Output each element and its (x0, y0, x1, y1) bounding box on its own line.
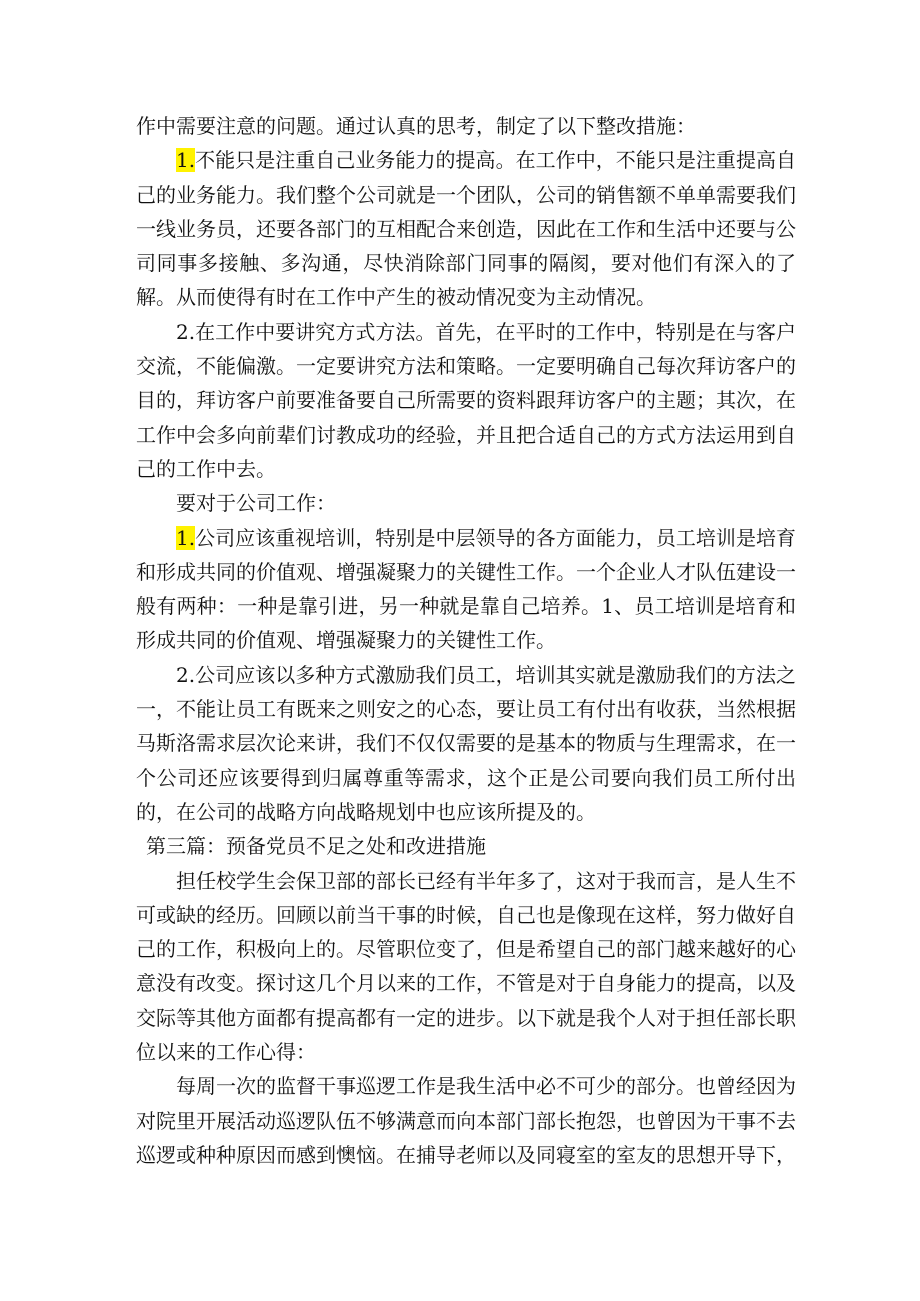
section-heading: 第三篇：预备党员不足之处和改进措施 (146, 834, 486, 859)
paragraph-patrol: 每周一次的监督干事巡逻工作是我生活中必不可少的部分。也曾经因为对院里开展活动巡逻队伍不够满意而向本部门部长抱怨，也曾因为干事不去巡逻或种种原因而感到懊恼。在捕导老师以及同寝室的室友的思想开导下， (136, 1074, 796, 1167)
paragraph-text: 公司应该重视培训，特别是中层领导的各方面能力，员工培训是培育和形成共同的价值观、增强凝聚力的关键性工作。一个企业人才队伍建设一般有两种：一种是靠引进，另一种就是靠自己培养。1、员工培训是培育和形成共同的价值观、增强凝聚力的关键性工作。 (136, 525, 796, 653)
paragraph-company-item-1 (136, 521, 796, 658)
paragraph-continuation: 作中需要注意的问题。通过认真的思考，制定了以下整改措施： (136, 114, 696, 138)
highlighted-number: 1. (176, 148, 196, 173)
paragraph-company-item-2: 2.公司应该以多种方式激励我们员工，培训其实就是激励我们的方法之一，不能让员工有既来之则安之的心态，要让员工有付出有收获，当然根据马斯洛需求层次论来讲，我们不仅仅需要的是基本的物质与生理需求，在一个公司还应该要得到归属尊重等需求，这个正是公司要向我们员工所付出的，在公司的战略方向战略规划中也应该所提及的。 (136, 662, 796, 824)
paragraph-subheading: 要对于公司工作： (176, 491, 336, 516)
highlighted-number: 1. (176, 525, 196, 550)
document-body (136, 109, 796, 1172)
paragraph-text: 不能只是注重自己业务能力的提高。在工作中，不能只是注重提高自己的业务能力。我们整个公司就是一个团队，公司的销售额不单单需要我们一线业务员，还要各部门的互相配合来创造，因此在工作和生活中还要与公司同事多接触、多沟通，尽快消除部门同事的隔阂，要对他们有深入的了解。从而使得有时在工作中产生的被动情况变为主动情况。 (136, 148, 796, 310)
paragraph-intro: 担任校学生会保卫部的部长已经有半年多了，这对于我而言，是人生不可或缺的经历。回顾以前当干事的时候，自己也是像现在这样，努力做好自己的工作，积极向上的。尽管职位变了，但是希望自己的部门越来越好的心意没有改变。探讨这几个月以来的工作，不管是对于自身能力的提高，以及交际等其他方面都有提高都有一定的进步。以下就是我个人对于担任部长职位以来的工作心得： (136, 868, 796, 1065)
paragraph-item-2: 2.在工作中要讲究方式方法。首先，在平时的工作中，特别是在与客户交流，不能偏激。一定要讲究方法和策略。一定要明确自己每次拜访客户的目的，拜访客户前要准备要自己所需要的资料跟拜访客户的主题；其次，在工作中会多向前辈们讨教成功的经验，并且把合适自己的方式方法运用到自己的工作中去。 (136, 319, 796, 481)
paragraph-item-1 (136, 143, 796, 314)
